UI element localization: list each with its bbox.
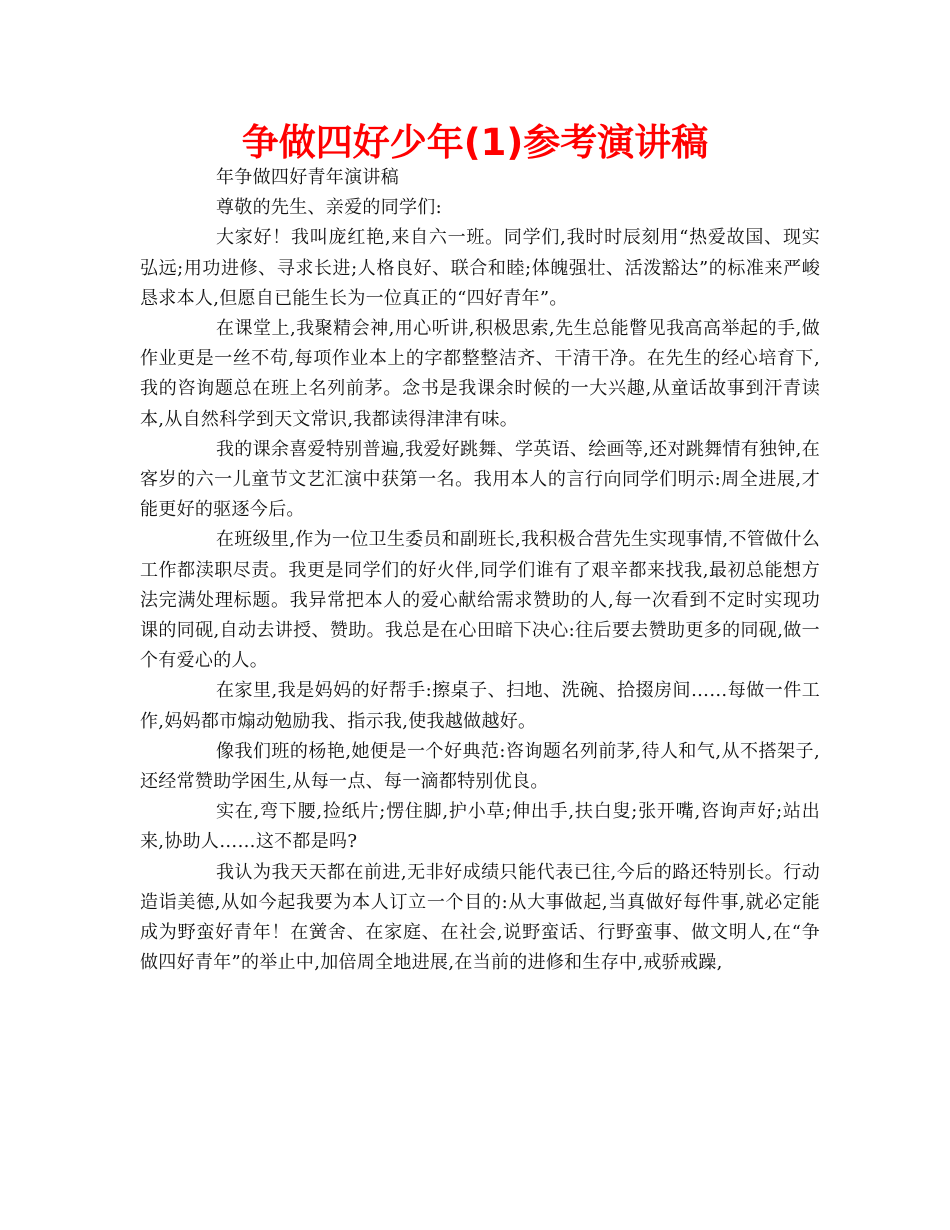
document-title: 争做四好少年(1)参考演讲稿 (241, 121, 709, 164)
paragraph-hobbies: 我的课余喜爱特别普遍,我爱好跳舞、学英语、绘画等,还对跳舞情有独钟,在客岁的六一儿童节文艺汇演中获第一名。我用本人的言行向同学们明示:周全进展,才能更好的驱逐今后。 (140, 438, 820, 521)
paragraph-class-duties: 在班级里,作为一位卫生委员和副班长,我积极合营先生实现事情,不管做什么工作都渎职尽责。我更是同学们的好火伴,同学们谁有了艰辛都来找我,最初总能想方法完满处理标题。我异常把本人的爱心献给需求赞助的人,每一次看到不定时实现功课的同砚,自动去讲授、赞助。我总是在心田暗下决心:往后要去赞助更多的同砚,做一个有爱心的人。 (140, 529, 820, 672)
document-body (140, 163, 820, 978)
paragraph-subtitle: 年争做四好青年演讲稿 (216, 167, 399, 188)
paragraph-classroom: 在课堂上,我聚精会神,用心听讲,积极思索,先生总能瞥见我高高举起的手,做作业更是一丝不苟,每项作业本上的字都整整洁齐、干清干净。在先生的经心培育下,我的咨询题总在班上名列前茅。念书是我课余时候的一大兴趣,从童话故事到汗青读本,从自然科学到天文常识,我都读得津津有味。 (140, 318, 820, 430)
paragraph-role-model: 像我们班的杨艳,她便是一个好典范:咨询题名列前茅,待人和气,从不搭架子,还经常赞助学困生,从每一点、每一滴都特别优良。 (140, 740, 820, 793)
paragraph-salutation: 尊敬的先生、亲爱的同学们: (216, 197, 442, 219)
paragraph-goals: 我认为我天天都在前进,无非好成绩只能代表已往,今后的路还特别长。行动造诣美德,从如今起我要为本人订立一个目的:从大事做起,当真做好每件事,就必定能成为野蛮好青年！在黉舍、在家庭、在社会,说野蛮话、行野蛮事、做文明人,在“争做四好青年”的举止中,加倍周全地进展,在当前的进修和生存中,戒骄戒躁, (140, 861, 820, 974)
paragraph-small-deeds: 实在,弯下腰,捡纸片;愣住脚,护小草;伸出手,扶白叟;张开嘴,咨询声好;站出来,协助人……这不都是吗? (140, 801, 820, 853)
paragraph-home: 在家里,我是妈妈的好帮手:擦桌子、扫地、洗碗、拾掇房间……每做一件工作,妈妈都市煽动勉励我、指示我,使我越做越好。 (140, 680, 820, 732)
paragraph-introduction: 大家好！我叫庞红艳,来自六一班。同学们,我时时辰刻用“热爱故国、现实弘远;用功进修、寻求长进;人格良好、联合和睦;体魄强壮、活泼豁达”的标准来严峻恳求本人,但愿自已能生长为一位真正的“四好青年”。 (140, 227, 820, 309)
